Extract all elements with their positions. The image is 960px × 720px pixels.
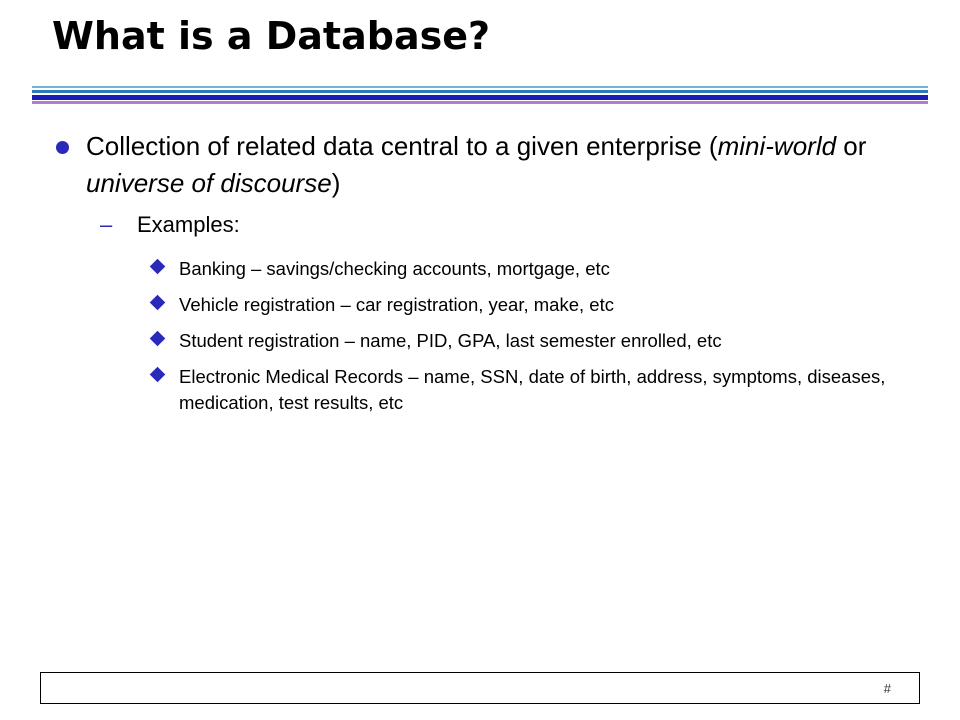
bullet-italic-universe: universe of discourse: [86, 168, 332, 198]
bullet-text-part2: or: [836, 131, 867, 161]
bullet-italic-mini-world: mini-world: [717, 131, 837, 161]
diamond-bullet-icon: [150, 295, 166, 311]
example-text: Vehicle registration – car registration, year, make, etc: [179, 294, 614, 315]
diamond-bullet-icon: [150, 367, 166, 383]
dash-marker: –: [100, 212, 113, 237]
divider-stripe-dark: [32, 95, 928, 100]
page-number: #: [883, 681, 891, 696]
main-bullet-text: [86, 128, 926, 202]
divider-stripe-mid: [32, 90, 928, 93]
example-text: Banking – savings/checking accounts, mortgage, etc: [179, 258, 610, 279]
examples-heading-text: Examples:: [137, 212, 240, 237]
bullet-text-part3: ): [331, 168, 341, 198]
slide-title: What is a Database?: [52, 14, 491, 58]
bullet-dot-icon: [56, 141, 69, 154]
bullet-text-part1: Collection of related data central to a given enterprise (: [86, 131, 718, 161]
divider-stripe-light: [32, 86, 928, 88]
example-text: Student registration – name, PID, GPA, last semester enrolled, etc: [179, 330, 722, 351]
example-text: Electronic Medical Records – name, SSN, date of birth, address, symptoms, diseases, medication, test results, etc: [179, 366, 886, 413]
diamond-bullet-icon: [150, 259, 166, 275]
divider-stripe-purple: [32, 101, 928, 104]
footer: [40, 672, 920, 704]
title-divider: [32, 86, 928, 106]
diamond-bullet-icon: [150, 331, 166, 347]
